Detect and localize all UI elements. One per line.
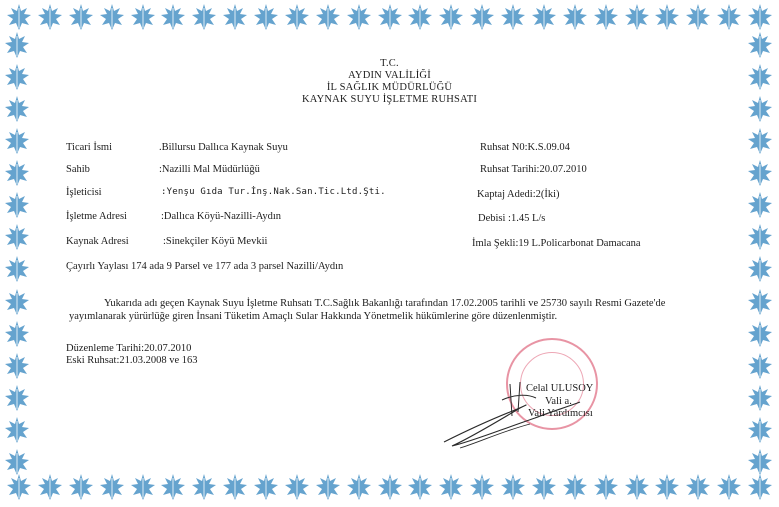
border-leaf-icon: [2, 287, 32, 317]
border-leaf-icon: [622, 472, 652, 502]
border-leaf-icon: [652, 2, 682, 32]
border-leaf-icon: [745, 351, 775, 381]
border-leaf-icon: [189, 2, 219, 32]
sahib-label: Sahib: [66, 164, 90, 175]
border-leaf-icon: [498, 472, 528, 502]
border-leaf-icon: [405, 472, 435, 502]
adres-label: İşletme Adresi: [66, 211, 127, 222]
ruhsat-no: Ruhsat N0:K.S.09.04: [480, 142, 570, 153]
kaynak-value: :Sinekçiler Köyü Mevkii: [163, 236, 268, 247]
border-leaf-icon: [66, 472, 96, 502]
border-leaf-icon: [745, 222, 775, 252]
border-leaf-icon: [189, 472, 219, 502]
ticari-value: .Billursu Dallıca Kaynak Suyu: [159, 142, 288, 153]
border-leaf-icon: [683, 472, 713, 502]
border-leaf-icon: [498, 2, 528, 32]
border-leaf-icon: [652, 472, 682, 502]
kaptaj-adedi: Kaptaj Adedi:2(İki): [477, 189, 560, 200]
border-leaf-icon: [714, 472, 744, 502]
isletici-value: :Yenşu Gıda Tur.İnş.Nak.San.Tic.Ltd.Şti.: [161, 187, 386, 197]
signer-name: Celal ULUSOY: [526, 383, 594, 394]
border-leaf-icon: [745, 447, 775, 477]
border-leaf-icon: [467, 472, 497, 502]
border-leaf-icon: [2, 351, 32, 381]
border-leaf-icon: [97, 2, 127, 32]
border-leaf-icon: [344, 472, 374, 502]
border-leaf-icon: [622, 2, 652, 32]
border-leaf-icon: [2, 415, 32, 445]
border-leaf-icon: [97, 472, 127, 502]
border-leaf-icon: [745, 287, 775, 317]
border-leaf-icon: [745, 254, 775, 284]
border-leaf-icon: [251, 472, 281, 502]
body-paragraph: Yukarıda adı geçen Kaynak Suyu İşletme Ruhsatı T.C.Sağlık Bakanlığı tarafından 17.02.2005 tarihli ve 25730 sayılı Resmi Gazete'de yayımlanarak yürürlüğe giren İnsani Tüketim Amaçlı Sular Hakkında Yönetmelik hükümlerine göre düzenlenmiştir.: [69, 298, 666, 322]
border-leaf-icon: [128, 2, 158, 32]
border-leaf-icon: [2, 126, 32, 156]
border-leaf-icon: [2, 190, 32, 220]
border-leaf-icon: [128, 472, 158, 502]
border-leaf-icon: [282, 472, 312, 502]
border-leaf-icon: [220, 2, 250, 32]
header-valilik: AYDIN VALİLİĞİ: [348, 70, 431, 81]
eski-ruhsat: Eski Ruhsat:21.03.2008 ve 163: [66, 355, 198, 366]
border-leaf-icon: [35, 2, 65, 32]
border-leaf-icon: [2, 383, 32, 413]
border-leaf-icon: [158, 2, 188, 32]
imla-sekli: İmla Şekli:19 L.Policarbonat Damacana: [472, 238, 641, 249]
debisi: Debisi :1.45 L/s: [478, 213, 546, 224]
border-leaf-icon: [529, 2, 559, 32]
border-leaf-icon: [745, 126, 775, 156]
border-leaf-icon: [436, 472, 466, 502]
adres-value: :Dallıca Köyü-Nazilli-Aydın: [161, 211, 282, 222]
kaynak-label: Kaynak Adresi: [66, 236, 129, 247]
border-leaf-icon: [2, 30, 32, 60]
signer-title-2: Vali Yardımcısı: [528, 408, 593, 419]
border-bottom: [0, 472, 779, 506]
border-leaf-icon: [2, 319, 32, 349]
border-leaf-icon: [251, 2, 281, 32]
border-leaf-icon: [282, 2, 312, 32]
signer-title-1: Vali a.: [545, 396, 572, 407]
border-leaf-icon: [66, 2, 96, 32]
border-leaf-icon: [591, 472, 621, 502]
border-leaf-icon: [745, 415, 775, 445]
border-leaf-icon: [220, 472, 250, 502]
border-leaf-icon: [344, 2, 374, 32]
border-leaf-icon: [2, 158, 32, 188]
border-leaf-icon: [2, 447, 32, 477]
border-leaf-icon: [745, 383, 775, 413]
duzenleme-tarihi: Düzenleme Tarihi:20.07.2010: [66, 343, 192, 354]
border-leaf-icon: [436, 2, 466, 32]
border-leaf-icon: [2, 254, 32, 284]
parsel-info: Çayırlı Yaylası 174 ada 9 Parsel ve 177 ada 3 parsel Nazilli/Aydın: [66, 261, 344, 272]
header-mudurluk: İL SAĞLIK MÜDÜRLÜĞÜ: [326, 82, 453, 93]
isletici-label: İşleticisi: [66, 187, 102, 198]
header-document-title: KAYNAK SUYU İŞLETME RUHSATI: [301, 94, 478, 105]
border-leaf-icon: [158, 472, 188, 502]
header-tc: T.C.: [380, 58, 399, 69]
border-leaf-icon: [560, 472, 590, 502]
border-leaf-icon: [313, 472, 343, 502]
border-leaf-icon: [745, 319, 775, 349]
border-leaf-icon: [313, 2, 343, 32]
border-leaf-icon: [560, 2, 590, 32]
border-leaf-icon: [375, 472, 405, 502]
border-leaf-icon: [745, 30, 775, 60]
border-leaf-icon: [375, 2, 405, 32]
border-leaf-icon: [2, 222, 32, 252]
border-leaf-icon: [467, 2, 497, 32]
border-leaf-icon: [714, 2, 744, 32]
border-leaf-icon: [745, 190, 775, 220]
border-leaf-icon: [405, 2, 435, 32]
border-leaf-icon: [683, 2, 713, 32]
border-leaf-icon: [591, 2, 621, 32]
ruhsat-tarihi: Ruhsat Tarihi:20.07.2010: [480, 164, 587, 175]
ticari-label: Ticari İsmi: [66, 142, 112, 153]
border-leaf-icon: [745, 2, 775, 32]
border-leaf-icon: [745, 158, 775, 188]
border-leaf-icon: [35, 472, 65, 502]
border-top: [0, 2, 779, 36]
border-leaf-icon: [4, 2, 34, 32]
border-leaf-icon: [529, 472, 559, 502]
sahib-value: :Nazilli Mal Müdürlüğü: [159, 164, 260, 175]
